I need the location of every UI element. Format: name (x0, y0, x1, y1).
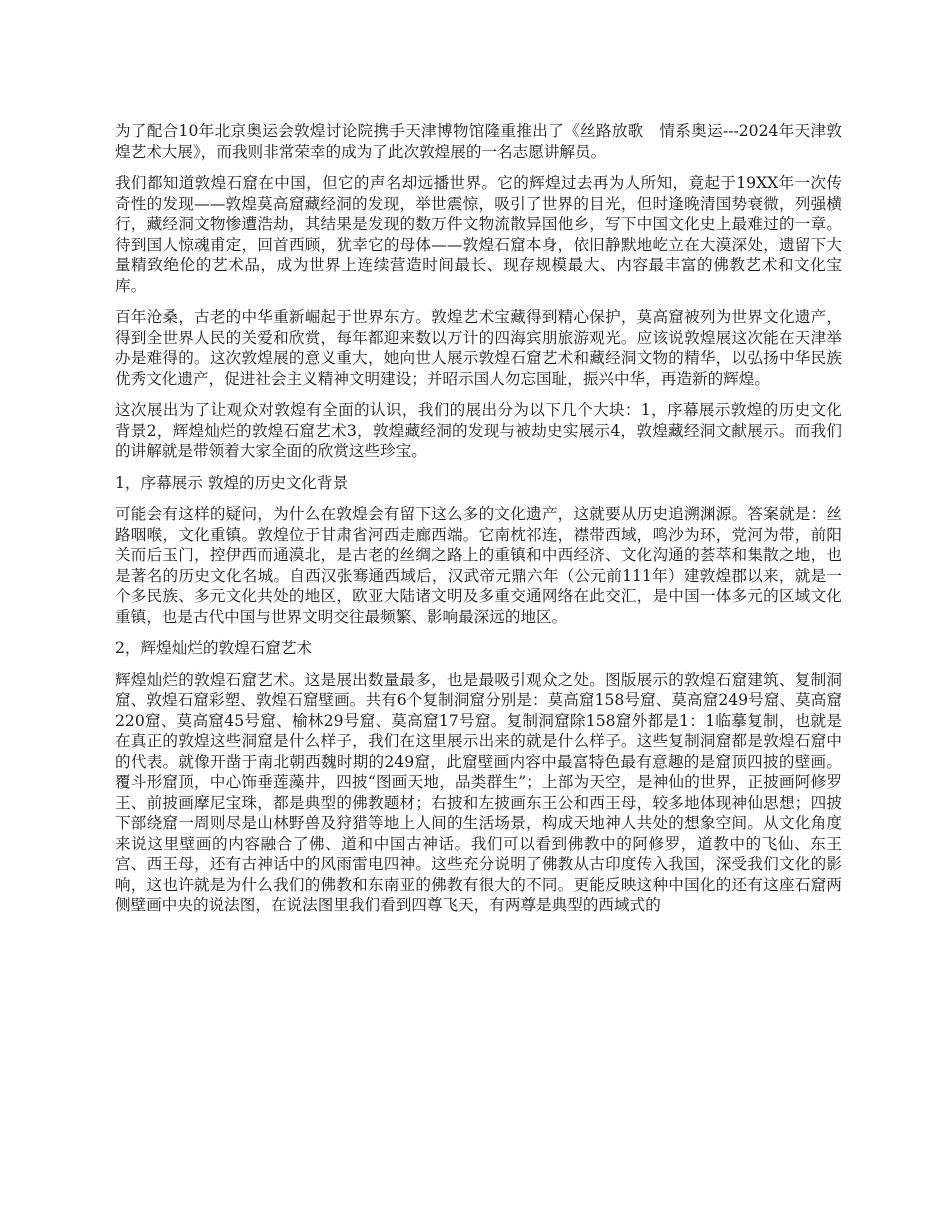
section1-heading: 1，序幕展示 敦煌的历史文化背景 (115, 473, 349, 492)
section2-text: 辉煌灿烂的敦煌石窟艺术。这是展出数量最多，也是最吸引观众之处。图版展示的敦煌石窟建筑、复制洞窟、敦煌石窟彩塑、敦煌石窟壁画。共有6个复制洞窟分别是：莫高窟158号窟、莫高窟249号窟、莫高窟220窟、莫高窟45号窟、榆林29号窟、莫高窟17号窟。复制洞窟除158窟外都是1：1临摹复制，也就是在真正的敦煌这些洞窟是什么样子，我们在这里展示出来的就是什么样子。这些复制洞窟都是敦煌石窟中的代表。就像开凿于南北朝西魏时期的249窟，此窟壁画内容中最富特色最有意趣的是窟顶四披的壁画。覆斗形窟顶，中心饰垂莲藻井，四披“图画天地，品类群生”；上部为天空，是神仙的世界，正披画阿修罗王、前披画摩尼宝珠，都是典型的佛教题材；右披和左披画东王公和西王母，较多地体现神仙思想；四披下部绕窟一周则尽是山林野兽及狩猎等地上人间的生活场景，构成天地神人共处的想象空间。从文化角度来说这里壁画的内容融合了佛、道和中国古神话。我们可以看到佛教中的阿修罗，道教中的飞仙、东王宫、西王母，还有古神话中的风雨雷电四神。这些充分说明了佛教从古印度传入我国，深受我们文化的影响，这也许就是为什么我们的佛教和东南亚的佛教有很大的不同。更能反映这种中国化的还有这座石窟两侧壁画中央的说法图，在说法图里我们看到四尊飞天，有两尊是典型的西域式的 (115, 670, 842, 914)
document-body (115, 121, 842, 927)
section1-text: 可能会有这样的疑问，为什么在敦煌会有留下这么多的文化遗产，这就要从历史追溯渊源。答案就是：丝路咽喉，文化重镇。敦煌位于甘肃省河西走廊西端。它南枕祁连，襟带西域，鸣沙为环，党河为带，前阳关而后玉门，控伊西而通漠北，是古老的丝绸之路上的重镇和中西经济、文化沟通的荟萃和集散之地，也是著名的历史文化名城。自西汉张骞通西域后，汉武帝元鼎六年（公元前111年）建敦煌郡以来，就是一个多民族、多元文化共处的地区，欧亚大陆诸文明及多重交通网络在此交汇，是中国一体多元的区域文化重镇，也是古代中国与世界文明交往最频繁、影响最深远的地区。 (115, 505, 842, 626)
section2-heading: 2，辉煌灿烂的敦煌石窟艺术 (115, 639, 313, 657)
paragraph-exhibition-outline: 这次展出为了让观众对敦煌有全面的认识，我们的展出分为以下几个大块：1，序幕展示敦煌的历史文化背景2，辉煌灿烂的敦煌石窟艺术3，敦煌藏经洞的发现与被劫史实展示4，敦煌藏经洞文献展示。而我们的讲解就是带领着大家全面的欣赏这些珍宝。 (115, 401, 842, 460)
paragraph-discovery: 我们都知道敦煌石窟在中国，但它的声名却远播世界。它的辉煌过去再为人所知，竟起于19XX年一次传奇性的发现——敦煌莫高窟藏经洞的发现，举世震惊，吸引了世界的目光，但时逢晚清国势衰微，列强横行，藏经洞文物惨遭浩劫，其结果是发现的数万件文物流散异国他乡，写下中国文化史上最难过的一章。待到国人惊魂甫定，回首西顾，犹幸它的母体——敦煌石窟本身，依旧静默地屹立在大漠深处，遗留下大量精致绝伦的艺术品，成为世界上连续营造时间最长、现存规模最大、内容最丰富的佛教艺术和文化宝库。 (115, 174, 842, 295)
paragraph-intro: 为了配合10年北京奥运会敦煌讨论院携手天津博物馆隆重推出了《丝路放歌 情系奥运---2024年天津敦煌艺术大展》，而我则非常荣幸的成为了此次敦煌展的一名志愿讲解员。 (115, 122, 842, 161)
paragraph-significance: 百年沧桑，古老的中华重新崛起于世界东方。敦煌艺术宝藏得到精心保护，莫高窟被列为世界文化遗产，得到全世界人民的关爱和欣赏，每年都迎来数以万计的四海宾朋旅游观光。应该说敦煌展这次能在天津举办是难得的。这次敦煌展的意义重大，她向世人展示敦煌石窟艺术和藏经洞文物的精华，以弘扬中华民族优秀文化遗产，促进社会主义精神文明建设；并昭示国人勿忘国耻，振兴中华，再造新的辉煌。 (115, 308, 842, 388)
